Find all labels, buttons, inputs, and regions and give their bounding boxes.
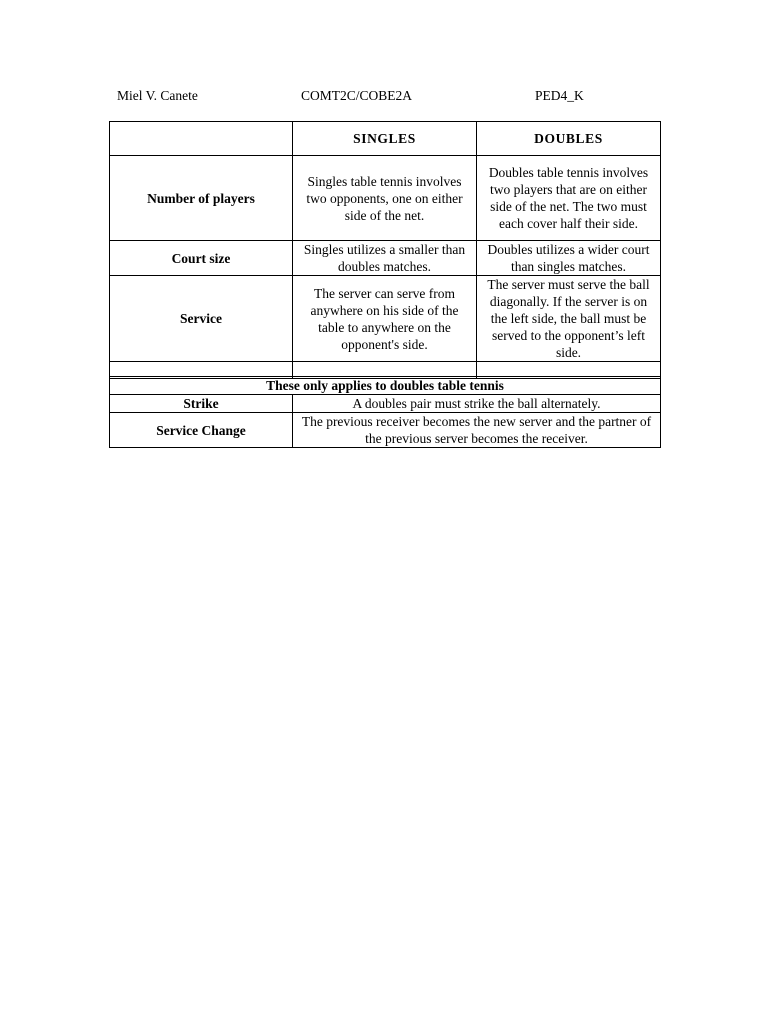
singles-cell: The server can serve from anywhere on his side of the table to anywhere on the opponent's side. [293, 276, 477, 362]
subject-code: PED4_K [535, 88, 584, 103]
author-name: Miel V. Canete [117, 88, 198, 103]
singles-cell: Singles table tennis involves two opponents, one on either side of the net. [293, 156, 477, 241]
table-row [110, 156, 661, 241]
table-row [110, 276, 661, 362]
singles-cell: Singles utilizes a smaller than doubles matches. [293, 241, 477, 276]
doubles-cell: Doubles utilizes a wider court than singles matches. [477, 241, 661, 276]
header-cell-singles: SINGLES [293, 122, 477, 156]
table-row [110, 413, 661, 448]
rule-cell: The previous receiver becomes the new server and the partner of the previous server becomes the receiver. [293, 413, 661, 448]
row-label-court-size: Court size [110, 241, 293, 276]
table-row [110, 395, 661, 413]
header-cell-doubles: DOUBLES [477, 122, 661, 156]
singles-vs-doubles-table [109, 121, 661, 379]
course-section: COMT2C/COBE2A [301, 88, 413, 103]
doubles-cell: The server must serve the ball diagonally. If the server is on the left side, the ball must be served to the opponent’s left side. [477, 276, 661, 362]
row-label-strike: Strike [110, 395, 293, 413]
table-row [110, 241, 661, 276]
header-cell-empty [110, 122, 293, 156]
doubles-only-rules-table [109, 376, 661, 448]
row-label-service: Service [110, 276, 293, 362]
rule-cell: A doubles pair must strike the ball alternately. [293, 395, 661, 413]
doubles-table-title: These only applies to doubles table tennis [110, 377, 661, 395]
document-header [0, 88, 768, 106]
row-label-number-of-players: Number of players [110, 156, 293, 241]
table-header-row [110, 122, 661, 156]
row-label-service-change: Service Change [110, 413, 293, 448]
doubles-cell: Doubles table tennis involves two players that are on either side of the net. The two must each cover half their side. [477, 156, 661, 241]
doubles-table-title-row [110, 377, 661, 395]
